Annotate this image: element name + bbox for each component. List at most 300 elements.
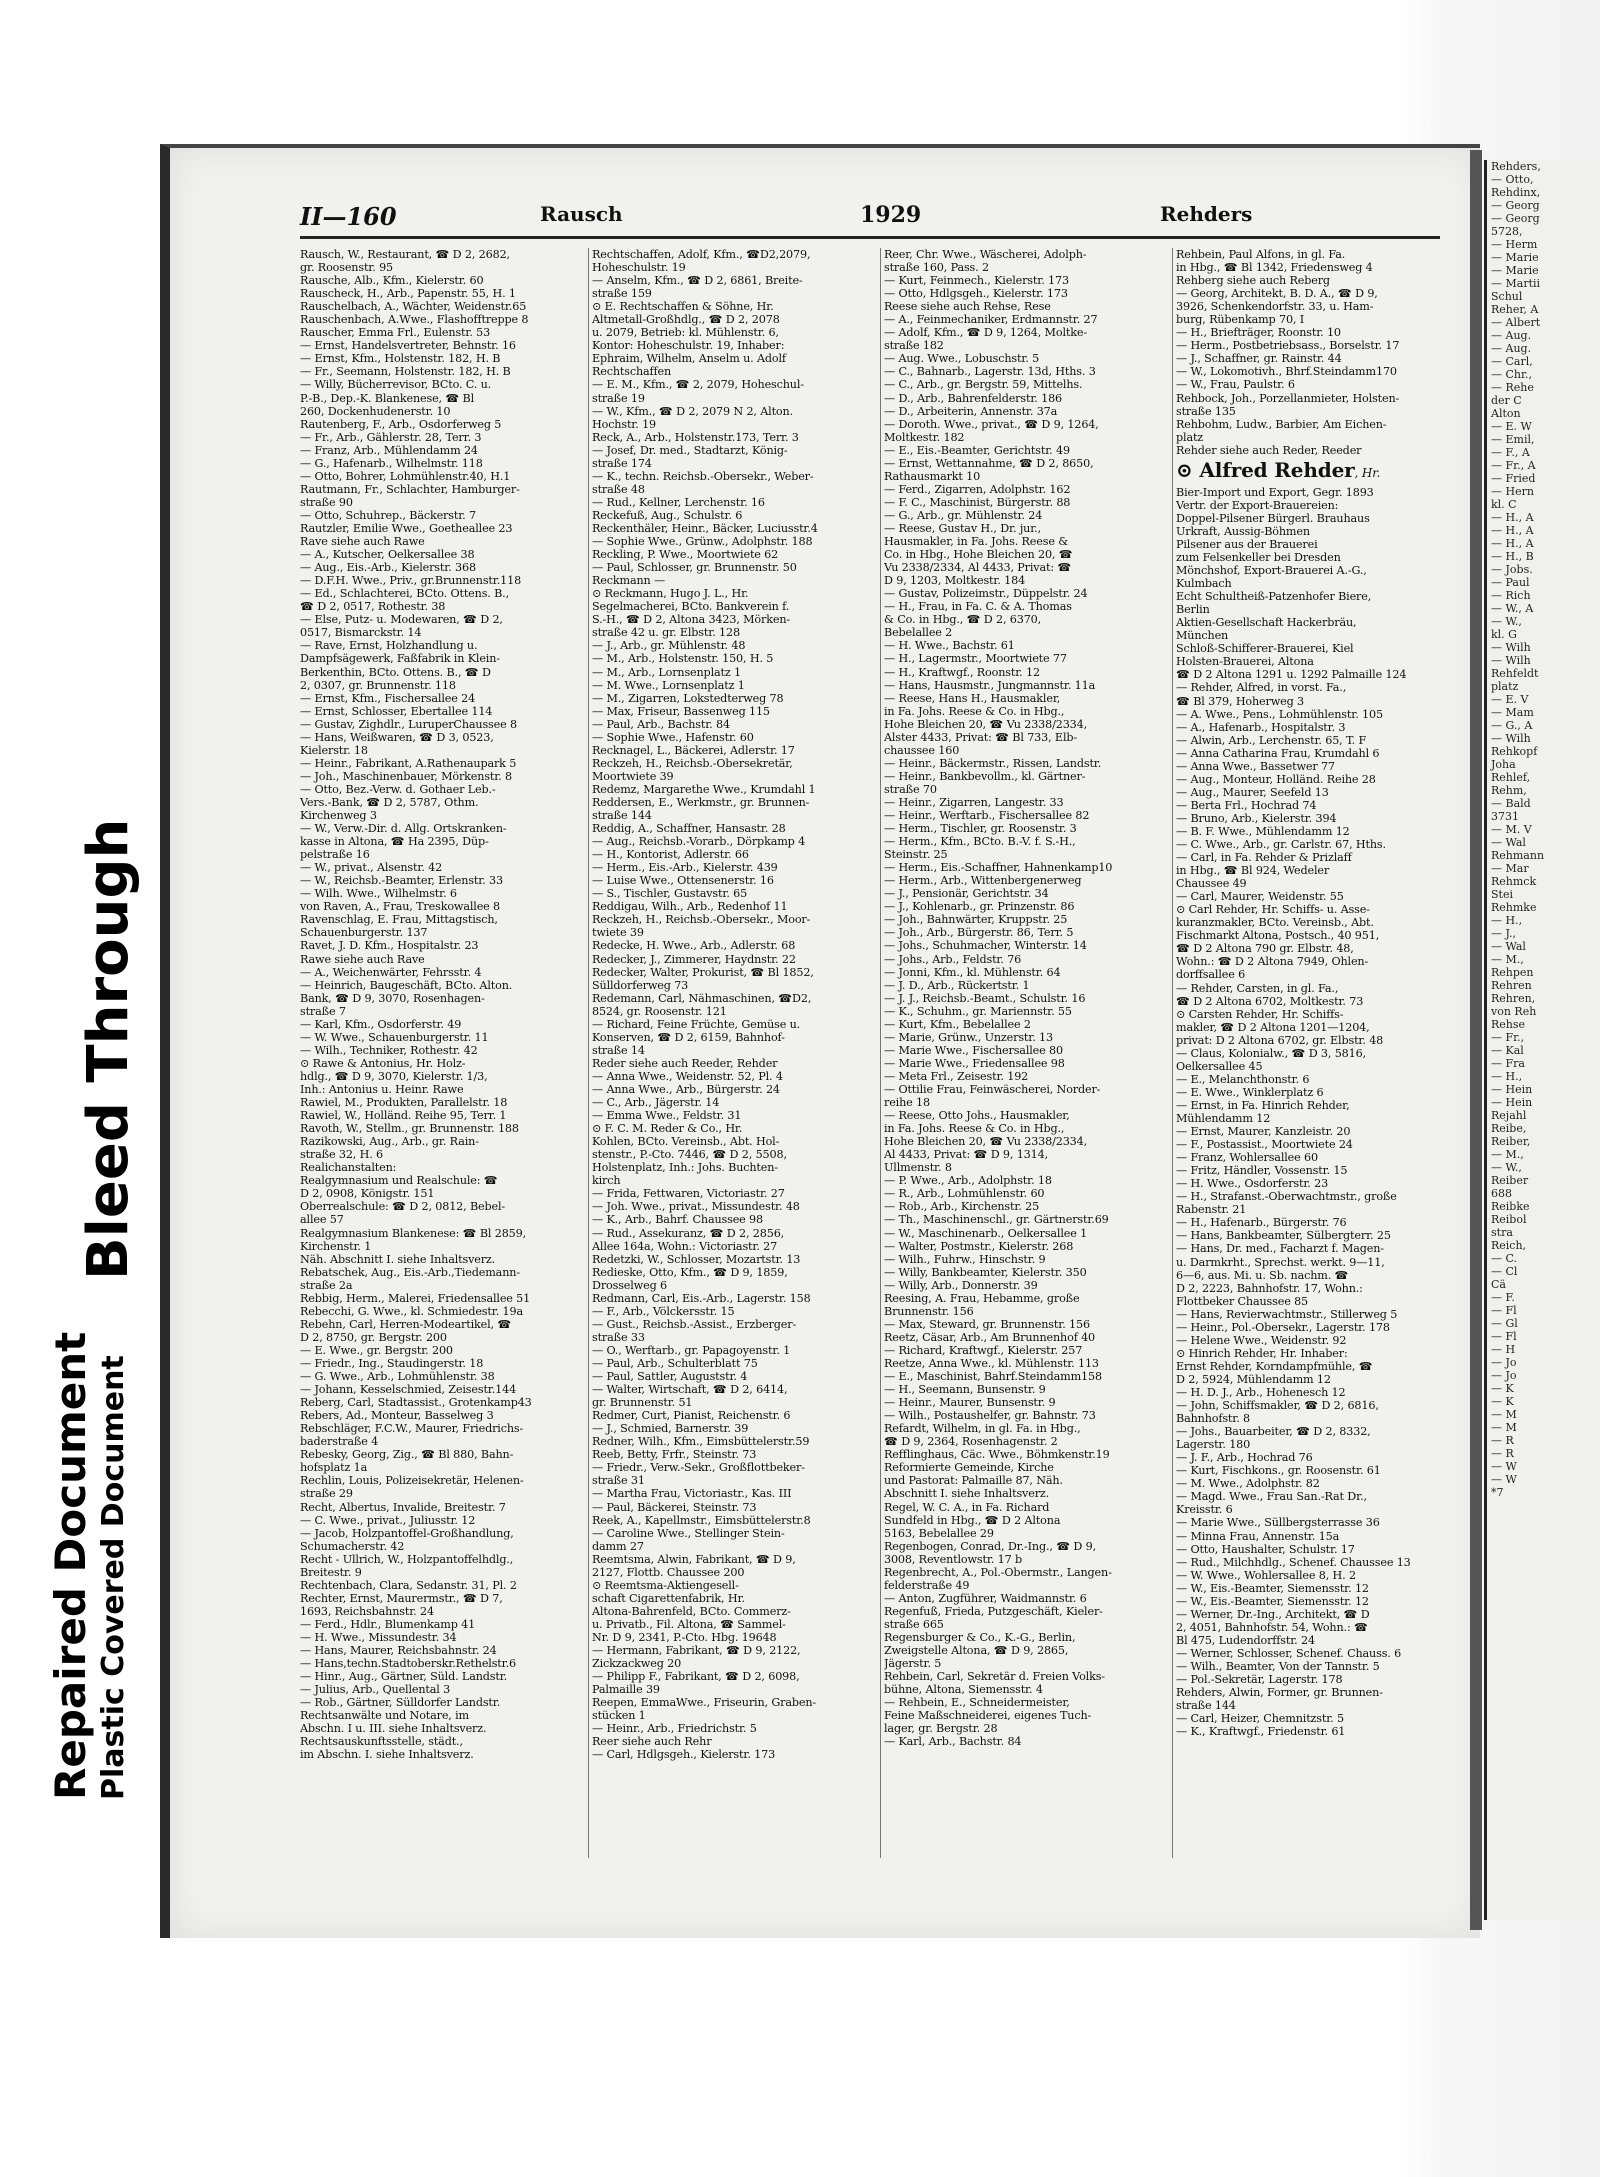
- directory-entry-line: 260, Dockenhudenerstr. 10: [300, 404, 451, 418]
- directory-entry-line: 8524, gr. Roosenstr. 121: [592, 1004, 727, 1018]
- directory-entry-line: — F., A: [1491, 446, 1530, 459]
- header-left-word: Rausch: [540, 202, 623, 226]
- directory-entry-line: — Doroth. Wwe., privat., ☎ D 9, 1264,: [884, 417, 1099, 431]
- directory-entry-line: Rauschenbach, A.Wwe., Flashofftreppe 8: [300, 313, 529, 327]
- directory-entry-line: — M., Zigarren, Lokstedterweg 78: [592, 691, 784, 705]
- directory-entry-line: — W., Maschinenarb., Oelkersallee 1: [884, 1226, 1088, 1240]
- directory-entry-line: — Magd. Wwe., Frau San.-Rat Dr.,: [1176, 1490, 1367, 1504]
- directory-entry-line: — Paul, Arb., Schulterblatt 75: [592, 1356, 758, 1370]
- directory-entry-line: Reckling, P. Wwe., Moortwiete 62: [592, 548, 779, 562]
- directory-column-2: [592, 248, 876, 1858]
- directory-entry-line: — Marie: [1491, 264, 1539, 277]
- directory-entry-line: makler, ☎ D 2 Altona 1201—1204,: [1176, 1020, 1370, 1034]
- label-plastic-covered-document: Plastic Covered Document: [96, 1355, 131, 1800]
- directory-entry-line: — W., Verw.-Dir. d. Allg. Ortskranken-: [300, 822, 507, 836]
- directory-entry-line: — Joh., Arb., Bürgerstr. 86, Terr. 5: [884, 926, 1074, 940]
- directory-entry-line: Reer, Chr. Wwe., Wäscherei, Adolph-: [884, 248, 1087, 261]
- directory-entry-line: straße 33: [592, 1330, 645, 1344]
- directory-entry-line: D 2, 5924, Mühlendamm 12: [1176, 1372, 1331, 1386]
- directory-entry-line: — Willy, Bankbeamter, Kielerstr. 350: [884, 1265, 1087, 1279]
- directory-entry-line: — K., Kraftwgf., Friedenstr. 61: [1176, 1725, 1346, 1739]
- directory-entry-line: Regenbrecht, A., Pol.-Obermstr., Langen-: [884, 1565, 1112, 1579]
- directory-entry-line: — Ottilie Frau, Feinwäscherei, Norder-: [884, 1083, 1101, 1096]
- directory-entry-line: — Hein: [1491, 1096, 1533, 1109]
- header-rule: [300, 236, 1440, 239]
- directory-entry-line: — Wal: [1491, 940, 1526, 953]
- directory-entry-line: — A. Wwe., Pens., Lohmühlenstr. 105: [1176, 707, 1383, 721]
- directory-entry-line: — Walter, Postmstr., Kielerstr. 268: [884, 1239, 1074, 1253]
- directory-entry-line: Rehbock, Joh., Porzellanmieter, Holsten-: [1176, 391, 1400, 405]
- directory-entry-line: — Fritz, Händler, Vossenstr. 15: [1176, 1164, 1348, 1178]
- label-bleed-through: Bleed Through: [76, 818, 141, 1280]
- directory-entry-line: straße 2a: [300, 1278, 353, 1292]
- directory-entry-line: 5728,: [1491, 225, 1523, 238]
- directory-entry-line: — Gust., Reichsb.-Assist., Erzberger-: [592, 1317, 797, 1331]
- directory-entry-line: Ephraim, Wilhelm, Anselm u. Adolf: [592, 352, 786, 366]
- directory-entry-line: — Ernst, in Fa. Hinrich Rehder,: [1176, 1098, 1350, 1112]
- directory-entry-line: Recht, Albertus, Invalide, Breitestr. 7: [300, 1500, 506, 1514]
- directory-entry-line: D 2, 0908, Königstr. 151: [300, 1187, 435, 1201]
- directory-entry-line: Redetzki, W., Schlosser, Mozartstr. 13: [592, 1252, 801, 1266]
- directory-entry-line: — Mam: [1491, 706, 1534, 719]
- directory-entry-line: Reich,: [1491, 1239, 1527, 1252]
- directory-entry-line: Al 4433, Privat: ☎ D 9, 1314,: [884, 1148, 1048, 1162]
- directory-entry-line: 688: [1491, 1187, 1512, 1200]
- directory-entry-line: straße 144: [592, 809, 652, 823]
- directory-entry-line: kasse in Altona, ☎ Ha 2395, Düp-: [300, 835, 489, 849]
- directory-entry-line: der C: [1491, 394, 1522, 407]
- directory-entry-line: — Paul, Schlosser, gr. Brunnenstr. 50: [592, 561, 797, 575]
- column-divider: [880, 248, 881, 1858]
- directory-entry-line: — F., Postassist., Moortwiete 24: [1176, 1138, 1353, 1152]
- directory-entry-line: — Friedr., Verw.-Sekr., Großflottbeker-: [592, 1461, 805, 1475]
- directory-entry-line: Bahnhofstr. 8: [1176, 1412, 1251, 1426]
- directory-entry-line: — Herm., Tischler, gr. Roosenstr. 3: [884, 822, 1077, 836]
- directory-entry-line: & Co. in Hbg., ☎ D 2, 6370,: [884, 613, 1042, 627]
- directory-entry-line: Reibe,: [1491, 1122, 1527, 1135]
- directory-entry-line: straße 160, Pass. 2: [884, 261, 989, 275]
- directory-entry-line: Abschn. I u. III. siehe Inhaltsverz.: [300, 1722, 487, 1736]
- directory-entry-line: Zickzackweg 20: [592, 1657, 682, 1671]
- directory-entry-line: Reher, A: [1491, 303, 1539, 316]
- directory-entry-line: — Albert: [1491, 316, 1541, 329]
- directory-entry-line: Schumacherstr. 42: [300, 1539, 405, 1553]
- directory-entry-line: — B. F. Wwe., Mühlendamm 12: [1176, 824, 1350, 838]
- directory-entry-line: — Anton, Zugführer, Waidmannstr. 6: [884, 1591, 1087, 1605]
- directory-entry-line: Rawe siehe auch Rave: [300, 952, 425, 966]
- directory-entry-line: Rejahl: [1491, 1109, 1527, 1122]
- directory-entry-line: Regensburger & Co., K.-G., Berlin,: [884, 1630, 1076, 1644]
- directory-entry-line: und Pastorat: Palmaille 87, Näh.: [884, 1474, 1063, 1488]
- directory-entry-line: — H., Seemann, Bunsenstr. 9: [884, 1383, 1046, 1397]
- directory-entry-line: straße 144: [1176, 1699, 1236, 1713]
- directory-entry-line: — W., Eis.-Beamter, Siemensstr. 12: [1176, 1594, 1369, 1608]
- directory-entry-line: Reer siehe auch Rehr: [592, 1735, 712, 1749]
- directory-column-1: [300, 248, 584, 1858]
- directory-entry-line: — Otto, Bohrer, Lohmühlenstr.40, H.1: [300, 469, 511, 483]
- directory-entry-line: — Kurt, Feinmech., Kielerstr. 173: [884, 274, 1069, 288]
- directory-entry-line: Bl 475, Ludendorffstr. 24: [1176, 1633, 1315, 1647]
- directory-entry-line: straße 135: [1176, 404, 1236, 418]
- page-number: II—160: [300, 202, 397, 231]
- directory-entry-line: Cä: [1491, 1278, 1506, 1291]
- directory-entry-line: — Julius, Arb., Quellental 3: [300, 1683, 451, 1697]
- directory-entry-line: — G., Arb., gr. Mühlenstr. 24: [884, 508, 1043, 522]
- directory-entry-line: — Willy, Arb., Donnerstr. 39: [884, 1278, 1038, 1292]
- directory-entry-line: — W., A: [1491, 602, 1534, 615]
- directory-entry-line: Rausch, W., Restaurant, ☎ D 2, 2682,: [300, 248, 510, 261]
- directory-entry-line: — Emil,: [1491, 433, 1535, 446]
- directory-entry-line: Rehmck: [1491, 875, 1537, 888]
- directory-entry-line: — Fr.,: [1491, 1031, 1525, 1044]
- directory-entry-line: — E. M., Kfm., ☎ 2, 2079, Hoheschul-: [592, 378, 804, 392]
- directory-entry-line: — Carl, Maurer, Weidenstr. 55: [1176, 890, 1344, 904]
- directory-entry-line: — H., A: [1491, 511, 1534, 524]
- directory-entry-line: Rehbein, Paul Alfons, in gl. Fa.: [1176, 248, 1346, 261]
- directory-entry-line: — Carl, in Fa. Rehder & Prizlaff: [1176, 851, 1352, 865]
- directory-entry-line: — Friedr., Ing., Staudingerstr. 18: [300, 1356, 484, 1370]
- directory-entry-line: — Frida, Fettwaren, Victoriastr. 27: [592, 1187, 785, 1201]
- directory-entry-line: — Heinrich, Baugeschäft, BCto. Alton.: [300, 978, 513, 992]
- directory-entry-line: Jägerstr. 5: [884, 1657, 942, 1671]
- directory-entry-line: Rautzler, Emilie Wwe., Goetheallee 23: [300, 521, 513, 535]
- directory-entry-line: — Sophie Wwe., Hafenstr. 60: [592, 730, 754, 744]
- directory-entry-line: straße 14: [592, 1043, 645, 1057]
- directory-entry-line: — Hern: [1491, 485, 1534, 498]
- directory-entry-line: — Carl,: [1491, 355, 1533, 368]
- directory-entry-line: Segelmacherei, BCto. Bankverein f.: [592, 600, 790, 614]
- directory-entry-line: Regenfuß, Frieda, Putzgeschäft, Kieler-: [884, 1604, 1103, 1618]
- directory-entry-line: Rechlin, Louis, Polizeisekretär, Helenen-: [300, 1474, 524, 1488]
- directory-entry-line: — Otto, Hdlgsgeh., Kielerstr. 173: [884, 287, 1068, 301]
- directory-entry-line: burg, Rübenkamp 70, I: [1176, 313, 1304, 327]
- directory-entry-line: — E. Wwe., gr. Bergstr. 200: [300, 1343, 453, 1357]
- directory-entry-line: Rehbohm, Ludw., Barbier, Am Eichen-: [1176, 417, 1387, 431]
- directory-entry-line: ☎ D 9, 2364, Rosenhagenstr. 2: [884, 1435, 1058, 1449]
- directory-entry-line: straße 19: [592, 391, 645, 405]
- directory-entry-line: Ernst Rehder, Korndampfmühle, ☎: [1176, 1359, 1373, 1373]
- directory-entry-line: Feine Maßschneiderei, eigenes Tuch-: [884, 1709, 1092, 1723]
- directory-entry-line: — W. Wwe., Wohlersallee 8, H. 2: [1176, 1568, 1356, 1582]
- directory-entry-line: Reddig, A., Schaffner, Hansastr. 28: [592, 822, 786, 836]
- directory-entry-line: — Werner, Dr.-Ing., Architekt, ☎ D: [1176, 1607, 1370, 1621]
- directory-entry-line: — J., Schmied, Barnerstr. 39: [592, 1422, 749, 1436]
- directory-entry-line: u. Darmkrht., Sprechst. werkt. 9—11,: [1176, 1255, 1385, 1269]
- directory-entry-line: Rechtschaffen, Adolf, Kfm., ☎D2,2079,: [592, 248, 811, 261]
- directory-entry-line: — E., Eis.-Beamter, Gerichtstr. 49: [884, 443, 1070, 457]
- directory-entry-line: — Wilh: [1491, 732, 1531, 745]
- directory-entry-line: Reddigau, Wilh., Arb., Redenhof 11: [592, 900, 788, 914]
- directory-entry-line: — A., Weichenwärter, Fehrsstr. 4: [300, 965, 482, 979]
- directory-entry-line: — Otto, Schuhrep., Bäckerstr. 7: [300, 508, 476, 522]
- directory-entry-line: 1693, Reichsbahnstr. 24: [300, 1604, 434, 1618]
- directory-entry-line: — Berta Frl., Hochrad 74: [1176, 798, 1317, 812]
- directory-entry-line: Redecker, Walter, Prokurist, ☎ Bl 1852,: [592, 965, 814, 979]
- directory-entry-line: — H., Briefträger, Roonstr. 10: [1176, 326, 1341, 340]
- directory-entry-line: — C. Wwe., privat., Juliusstr. 12: [300, 1513, 476, 1527]
- directory-entry-line: Rathausmarkt 10: [884, 469, 981, 483]
- directory-entry-line: — Ernst, Maurer, Kanzleistr. 20: [1176, 1125, 1351, 1139]
- directory-entry-line: Kontor: Hoheschulstr. 19, Inhaber:: [592, 339, 785, 353]
- directory-entry-line: Lagerstr. 180: [1176, 1438, 1251, 1452]
- directory-entry-line: — Heinr., Maurer, Bunsenstr. 9: [884, 1396, 1056, 1410]
- directory-entry-line: — H: [1491, 1343, 1516, 1356]
- directory-entry-line: — Ernst, Handelsvertreter, Behnstr. 16: [300, 339, 516, 353]
- directory-entry-line: Ravet, J. D. Kfm., Hospitalstr. 23: [300, 939, 479, 953]
- directory-entry-line: — K., Schuhm., gr. Mariennstr. 55: [884, 1004, 1072, 1018]
- directory-entry-line: 3926, Schenkendorfstr. 33, u. Ham-: [1176, 300, 1374, 314]
- directory-entry-line: Oberrealschule: ☎ D 2, 0812, Bebel-: [300, 1200, 506, 1214]
- directory-entry-line: Reder siehe auch Reeder, Rehder: [592, 1056, 778, 1070]
- directory-entry-line: — Fra: [1491, 1057, 1525, 1070]
- directory-entry-line: — Luise Wwe., Ottensenerstr. 16: [592, 874, 774, 888]
- directory-entry-line: — M., Arb., Holstenstr. 150, H. 5: [592, 652, 774, 666]
- directory-entry-line: — A., Feinmechaniker, Erdmannstr. 27: [884, 313, 1098, 327]
- directory-entry-line: Ravenschlag, E. Frau, Mittagstisch,: [300, 913, 498, 927]
- directory-entry-line: — Carl, Heizer, Chemnitzstr. 5: [1176, 1712, 1344, 1726]
- directory-entry-line: — H., Lagermstr., Moortwiete 77: [884, 652, 1067, 666]
- directory-entry-line: Sülldorferweg 73: [592, 978, 689, 992]
- directory-entry-line: Rautenberg, F., Arb., Osdorferweg 5: [300, 417, 502, 431]
- directory-entry-line: — H.,: [1491, 1070, 1523, 1083]
- column-divider: [1172, 248, 1173, 1858]
- directory-entry-line: — J. J., Reichsb.-Beamt., Schulstr. 16: [884, 991, 1086, 1005]
- directory-entry-line: — Herm., Arb., Wittenbergenerweg: [884, 874, 1082, 888]
- directory-entry-line: Redemz, Margarethe Wwe., Krumdahl 1: [592, 782, 816, 796]
- directory-entry-line: — Th., Maschinenschl., gr. Gärtnerstr.69: [884, 1213, 1109, 1227]
- directory-entry-line: — W: [1491, 1473, 1517, 1486]
- directory-entry-line: — S., Tischler, Gustavstr. 65: [592, 887, 748, 901]
- directory-entry-line: — Hans, Bankbeamter, Sülbergterr. 25: [1176, 1229, 1391, 1243]
- directory-entry-line: — Georg: [1491, 212, 1540, 225]
- directory-entry-line: — Franz, Arb., Mühlendamm 24: [300, 443, 478, 457]
- directory-entry-line: Reibke: [1491, 1200, 1530, 1213]
- directory-entry-line: u. Privatb., Fil. Altona, ☎ Sammel-: [592, 1617, 786, 1631]
- directory-entry-line: — O., Werftarb., gr. Papagoyenstr. 1: [592, 1343, 791, 1357]
- directory-entry-line: — Ernst, Kfm., Holstenstr. 182, H. B: [300, 352, 501, 366]
- directory-entry-line: damm 27: [592, 1539, 644, 1553]
- directory-entry-line: 5163, Bebelallee 29: [884, 1526, 994, 1540]
- directory-entry-line: — Sophie Wwe., Grünw., Adolphstr. 188: [592, 535, 813, 549]
- directory-entry-line: — Mar: [1491, 862, 1529, 875]
- directory-entry-line: — Marie, Grünw., Unzerstr. 13: [884, 1030, 1053, 1044]
- directory-entry-line: — K: [1491, 1395, 1514, 1408]
- directory-entry-line: Rebecchi, G. Wwe., kl. Schmiedestr. 19a: [300, 1304, 523, 1318]
- directory-entry-line: — G., Hafenarb., Wilhelmstr. 118: [300, 456, 483, 470]
- directory-entry-line: Reepen, EmmaWwe., Friseurin, Graben-: [592, 1696, 817, 1710]
- directory-entry-line: — Caroline Wwe., Stellinger Stein-: [592, 1526, 785, 1540]
- directory-entry-line: Abschnitt I. siehe Inhaltsverz.: [884, 1487, 1050, 1501]
- directory-entry-line: S.-H., ☎ D 2, Altona 3423, Mörken-: [592, 613, 791, 627]
- directory-entry-line: Razikowski, Aug., Arb., gr. Rain-: [300, 1135, 479, 1149]
- directory-entry-line: stenstr., P.-Cto. 7446, ☎ D 2, 5508,: [592, 1148, 787, 1162]
- directory-entry-line: — Meta Frl., Zeisestr. 192: [884, 1069, 1029, 1083]
- directory-entry-line: Rave siehe auch Rawe: [300, 535, 425, 549]
- directory-entry-line: — Joh., Maschinenbauer, Mörkenstr. 8: [300, 769, 512, 783]
- directory-entry-line: — Rehe: [1491, 381, 1534, 394]
- directory-entry-line: — W.,: [1491, 1161, 1522, 1174]
- directory-entry-line: Hoheschulstr. 19: [592, 261, 686, 275]
- directory-entry-line: Doppel-Pilsener Bürgerl. Brauhaus: [1176, 511, 1370, 525]
- directory-entry-line: — H. Wwe., Osdorferstr. 23: [1176, 1177, 1329, 1191]
- directory-entry-line: — M. Wwe., Adolphstr. 82: [1176, 1477, 1320, 1491]
- directory-entry-line: Moltkestr. 182: [884, 430, 965, 444]
- directory-entry-line: bühne, Altona, Siemensstr. 4: [884, 1683, 1043, 1697]
- directory-entry-line: Schul: [1491, 290, 1523, 303]
- directory-entry-line: — Fried: [1491, 472, 1536, 485]
- directory-entry-line: Rebbig, Herm., Malerei, Friedensallee 51: [300, 1291, 531, 1305]
- directory-entry-line: — Johs., Arb., Feldstr. 76: [884, 952, 1022, 966]
- directory-entry-line: — Chr.,: [1491, 368, 1533, 381]
- directory-entry-line: — Franz, Wohlersallee 60: [1176, 1151, 1318, 1165]
- directory-entry-line: Rehdinx,: [1491, 186, 1541, 199]
- page-gutter: [1470, 150, 1482, 1930]
- directory-entry-line: Stei: [1491, 888, 1513, 901]
- directory-entry-line: — Karl, Kfm., Osdorferstr. 49: [300, 1017, 462, 1031]
- directory-entry-line: — H., B: [1491, 550, 1534, 563]
- directory-entry-line: — K., techn. Reichsb.-Obersekr., Weber-: [592, 469, 814, 483]
- directory-entry-line: ⊙ Reemtsma-Aktiengesell-: [592, 1578, 739, 1592]
- directory-entry-line: — H. D. J., Arb., Hohenesch 12: [1176, 1385, 1346, 1399]
- directory-entry-line: Rehders,: [1491, 160, 1541, 173]
- directory-entry-line: Rechter, Ernst, Maurermstr., ☎ D 7,: [300, 1591, 503, 1605]
- directory-entry-line: von Reh: [1491, 1005, 1537, 1018]
- directory-entry-line: Bank, ☎ D 9, 3070, Rosenhagen-: [300, 991, 485, 1005]
- directory-entry-line: straße 70: [884, 782, 937, 796]
- directory-entry-line: — K., Arb., Bahrf. Chaussee 98: [592, 1213, 763, 1227]
- directory-entry-line: — Wilh: [1491, 654, 1531, 667]
- directory-entry-line: — Rob., Gärtner, Sülldorfer Landstr.: [300, 1696, 501, 1710]
- directory-entry-line: — Richard, Kraftwgf., Kielerstr. 257: [884, 1343, 1083, 1357]
- directory-entry-line: in Hbg., ☎ Bl 924, Wedeler: [1176, 864, 1330, 878]
- directory-entry-line: — Fl: [1491, 1330, 1517, 1343]
- directory-entry-line: Rehm,: [1491, 784, 1527, 797]
- directory-entry-line: Rebers, Ad., Monteur, Basselweg 3: [300, 1409, 494, 1423]
- directory-entry-line: — Marie Wwe., Fischersallee 80: [884, 1043, 1063, 1057]
- directory-entry-line: Reiber,: [1491, 1135, 1531, 1148]
- directory-entry-line: Kreisstr. 6: [1176, 1503, 1233, 1517]
- directory-entry-line: Holstenplatz, Inh.: Johs. Buchten-: [592, 1161, 778, 1175]
- directory-entry-line: — G. Wwe., Arb., Lohmühlenstr. 38: [300, 1370, 495, 1384]
- directory-entry-line: Rebehn, Carl, Herren-Modeartikel, ☎: [300, 1317, 512, 1331]
- directory-entry-line: — Rehder, Carsten, in gl. Fa.,: [1176, 981, 1339, 995]
- directory-entry-line: Rechtschaffen: [592, 365, 672, 379]
- directory-entry-line: — W., Lokomotivh., Bhrf.Steindamm170: [1176, 365, 1397, 379]
- directory-entry-line: — D., Arb., Bahrenfelderstr. 186: [884, 391, 1063, 405]
- directory-entry-line: Breitestr. 9: [300, 1565, 362, 1579]
- directory-entry-line: Mönchshof, Export-Brauerei A.-G.,: [1176, 564, 1367, 578]
- directory-entry-line: Rehmann: [1491, 849, 1545, 862]
- directory-entry-line: — Rud., Assekuranz, ☎ D 2, 2856,: [592, 1226, 785, 1240]
- directory-entry-line: — Marie: [1491, 251, 1539, 264]
- directory-entry-line: — W., Reichsb.-Beamter, Erlenstr. 33: [300, 874, 503, 888]
- directory-entry-line: Rechtsanwälte und Notare, im: [300, 1709, 470, 1723]
- directory-entry-line: ⊙ Rawe & Antonius, Hr. Holz-: [300, 1056, 466, 1070]
- directory-entry-line: — Paul, Arb., Bachstr. 84: [592, 717, 730, 731]
- directory-entry-line: kl. C: [1491, 498, 1517, 511]
- directory-entry-line: — Karl, Arb., Bachstr. 84: [884, 1735, 1022, 1749]
- directory-entry-line: — Otto, Haushalter, Schulstr. 17: [1176, 1542, 1355, 1556]
- directory-entry-line: — Pol.-Sekretär, Lagerstr. 178: [1176, 1673, 1343, 1687]
- directory-entry-line: von Raven, A., Frau, Treskowallee 8: [300, 900, 501, 914]
- directory-entry-line: ☎ D 2 Altona 6702, Moltkestr. 73: [1176, 994, 1364, 1008]
- directory-entry-line: — Ed., Schlachterei, BCto. Ottens. B.,: [300, 587, 509, 601]
- directory-entry-line: — J., Arb., gr. Mühlenstr. 48: [592, 639, 746, 653]
- directory-entry-line: — Hans, Hausmstr., Jungmannstr. 11a: [884, 678, 1096, 692]
- directory-entry-line: P.-B., Dep.-K. Blankenese, ☎ Bl: [300, 391, 475, 405]
- directory-entry-line: in Fa. Johs. Reese & Co. in Hbg.,: [884, 704, 1065, 718]
- directory-entry-line: — Kal: [1491, 1044, 1524, 1057]
- directory-entry-line: — W. Wwe., Schauenburgerstr. 11: [300, 1030, 489, 1044]
- directory-entry-line: — Heinr., Fabrikant, A.Rathenaupark 5: [300, 756, 517, 770]
- directory-entry-line: D 2, 8750, gr. Bergstr. 200: [300, 1330, 447, 1344]
- directory-entry-line: — Wilh., Techniker, Rothestr. 42: [300, 1043, 478, 1057]
- directory-entry-line: straße 665: [884, 1617, 944, 1631]
- directory-entry-line: 2, 0307, gr. Brunnenstr. 118: [300, 678, 456, 692]
- directory-entry-line: — E., Melanchthonstr. 6: [1176, 1072, 1310, 1086]
- directory-entry-line: — Martii: [1491, 277, 1541, 290]
- directory-entry-line: — H., Strafanst.-Oberwachtmstr., große: [1176, 1190, 1397, 1204]
- directory-entry-line: — Aug. Wwe., Lobuschstr. 5: [884, 352, 1040, 366]
- directory-entry-line: — Jacob, Holzpantoffel-Großhandlung,: [300, 1526, 514, 1540]
- directory-entry-line: — H., Frau, in Fa. C. & A. Thomas: [884, 600, 1072, 614]
- directory-entry-line: Rehkopf: [1491, 745, 1538, 758]
- directory-entry-line: — Joh. Wwe., privat., Missundestr. 48: [592, 1200, 800, 1214]
- directory-entry-line: Holsten-Brauerei, Altona: [1176, 655, 1314, 669]
- directory-entry-line: D 9, 1203, Moltkestr. 184: [884, 574, 1026, 588]
- directory-entry-line: ☎ D 2, 0517, Rothestr. 38: [300, 600, 446, 614]
- directory-entry-line: ☎ Bl 379, Hoherweg 3: [1176, 694, 1305, 708]
- directory-entry-line: Reckefuß, Aug., Schulstr. 6: [592, 508, 743, 522]
- directory-entry-line: Palmaille 39: [592, 1683, 660, 1697]
- directory-entry-line: Rauschelbach, A., Wächter, Weidenstr.65: [300, 300, 527, 314]
- directory-entry-line: Rehders, Alwin, Former, gr. Brunnen-: [1176, 1686, 1383, 1700]
- directory-entry-line: — Hans, Revierwachtmstr., Stillerweg 5: [1176, 1307, 1398, 1321]
- directory-entry-line: Reesing, A. Frau, Hebamme, große: [884, 1291, 1080, 1305]
- directory-entry-line: — Hein: [1491, 1083, 1533, 1096]
- directory-entry-line: Rebschläger, F.C.W., Maurer, Friedrichs-: [300, 1422, 524, 1436]
- directory-entry-line: München: [1176, 629, 1229, 643]
- directory-entry-line: ⊙ Carsten Rehder, Hr. Schiffs-: [1176, 1007, 1344, 1021]
- directory-entry-line: — R: [1491, 1434, 1514, 1447]
- directory-column-3: [884, 248, 1168, 1858]
- label-repaired-document: Repaired Document: [46, 1331, 95, 1800]
- directory-entry-line: — W., Eis.-Beamter, Siemensstr. 12: [1176, 1581, 1369, 1595]
- directory-entry-line: — Aug., Reichsb.-Vorarb., Dörpkamp 4: [592, 835, 806, 849]
- directory-entry-line: — M: [1491, 1408, 1517, 1421]
- directory-entry-line: Vu 2338/2334, Al 4433, Privat: ☎: [884, 561, 1072, 575]
- directory-entry-line: — Paul: [1491, 576, 1530, 589]
- directory-entry-line: Wohn.: ☎ D 2 Altona 7949, Ohlen-: [1176, 955, 1369, 969]
- directory-entry-line: Redecker, J., Zimmerer, Haydnstr. 22: [592, 952, 796, 966]
- directory-entry-line: — Herm., Kfm., BCto. B.-V. f. S.-H.,: [884, 835, 1076, 849]
- directory-entry-line: 3731: [1491, 810, 1519, 823]
- directory-entry-line: chaussee 160: [884, 743, 960, 757]
- directory-entry-line: Brunnenstr. 156: [884, 1304, 974, 1318]
- directory-entry-line: Alster 4433, Privat: ☎ Bl 733, Elb-: [884, 730, 1078, 744]
- directory-entry-line: — Johann, Kesselschmied, Zeisestr.144: [300, 1383, 517, 1397]
- directory-entry-line: Oelkersallee 45: [1176, 1059, 1263, 1073]
- directory-entry-line: Allee 164a, Wohn.: Victoriastr. 27: [592, 1239, 778, 1253]
- directory-entry-line: — Fl: [1491, 1304, 1517, 1317]
- directory-entry-line: Rautmann, Fr., Schlachter, Hamburger-: [300, 482, 520, 496]
- directory-entry-line: — Reese, Gustav H., Dr. jur.,: [884, 521, 1041, 535]
- directory-entry-line: — P. Wwe., Arb., Adolphstr. 18: [884, 1174, 1052, 1188]
- directory-entry-line: — Alwin, Arb., Lerchenstr. 65, T. F: [1176, 733, 1367, 747]
- directory-entry-line: — H., Hafenarb., Bürgerstr. 76: [1176, 1216, 1347, 1230]
- directory-entry-line: Reetz, Cäsar, Arb., Am Brunnenhof 40: [884, 1330, 1096, 1344]
- directory-entry-line: — Aug., Monteur, Holländ. Reihe 28: [1176, 772, 1376, 786]
